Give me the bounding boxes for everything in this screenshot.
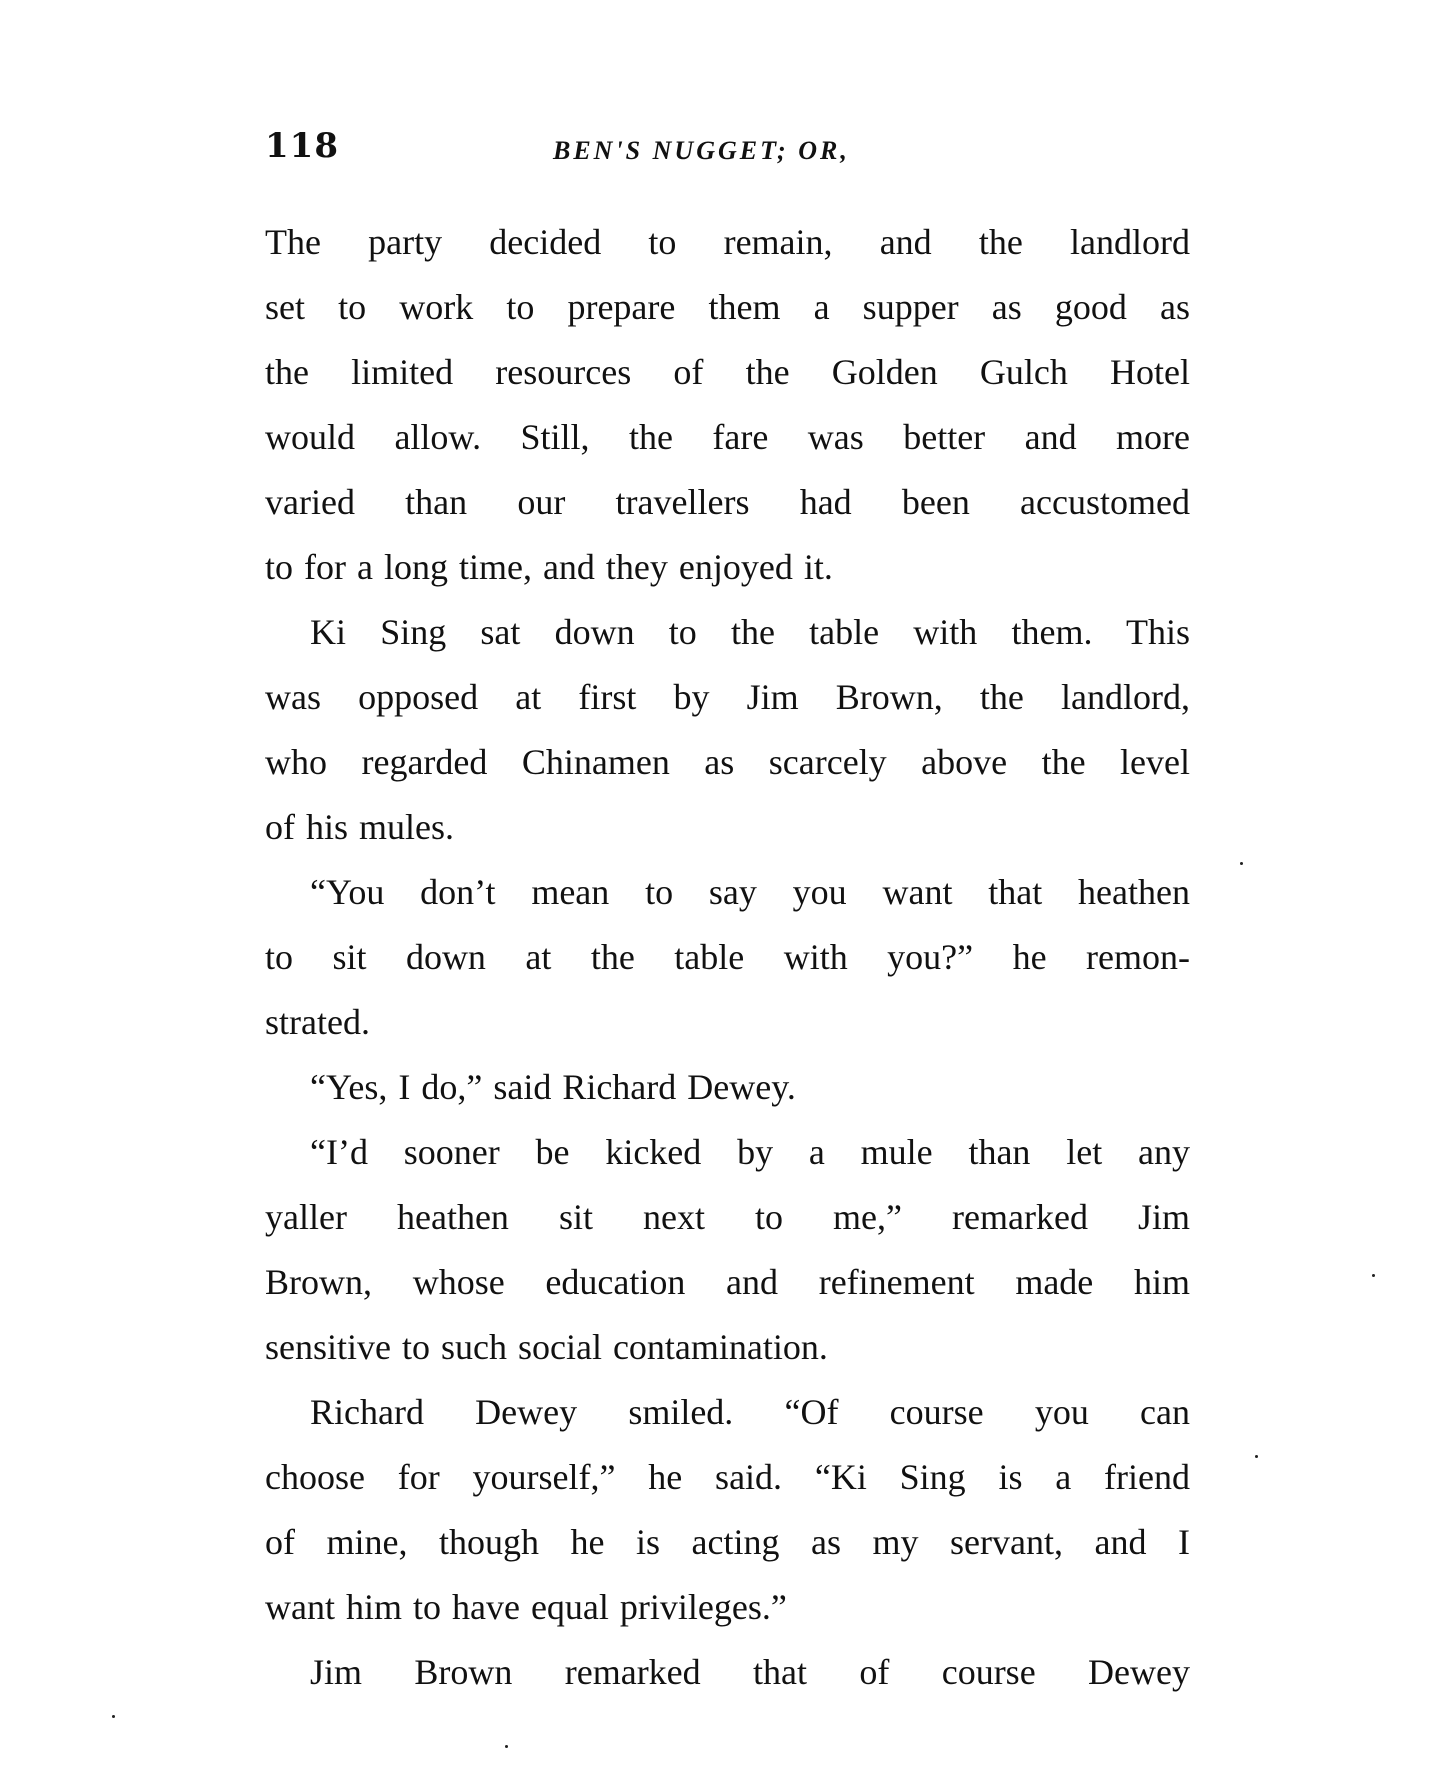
text-line: want him to have equal privileges.” (265, 1587, 787, 1627)
text-line: Jim Brown remarked that of course Dewey (310, 1652, 1190, 1692)
text-line: The party decided to remain, and the landlord (265, 222, 1190, 262)
running-head: BEN'S NUGGET; OR, (553, 136, 850, 165)
body-text (265, 210, 1190, 1705)
text-line: choose for yourself,” he said. “Ki Sing is a friend (265, 1457, 1190, 1497)
text-line: Brown, whose education and refinement made him (265, 1262, 1190, 1302)
text-line: “Yes, I do,” said Richard Dewey. (310, 1067, 796, 1107)
text-line: Ki Sing sat down to the table with them. This (310, 612, 1190, 652)
text-line: sensitive to such social contamination. (265, 1327, 828, 1367)
text-line: Richard Dewey smiled. “Of course you can (310, 1392, 1190, 1432)
scan-speck (1240, 862, 1243, 865)
scan-speck (112, 1715, 115, 1718)
text-line: to for a long time, and they enjoyed it. (265, 547, 833, 587)
text-line: to sit down at the table with you?” he remon- (265, 937, 1190, 977)
text-line: varied than our travellers had been accustomed (265, 482, 1190, 522)
scan-speck (1255, 1455, 1258, 1458)
text-line: strated. (265, 1002, 370, 1042)
page-number: 118 (265, 126, 339, 166)
text-line: the limited resources of the Golden Gulch Hotel (265, 352, 1190, 392)
text-line: “You don’t mean to say you want that heathen (310, 872, 1190, 912)
text-line: who regarded Chinamen as scarcely above the level (265, 742, 1190, 782)
text-line: “I’d sooner be kicked by a mule than let any (310, 1132, 1190, 1172)
scan-speck (1372, 1274, 1375, 1277)
text-line: yaller heathen sit next to me,” remarked Jim (265, 1197, 1190, 1237)
text-line: set to work to prepare them a supper as good as (265, 287, 1190, 327)
text-line: was opposed at first by Jim Brown, the landlord, (265, 677, 1190, 717)
text-line: of mine, though he is acting as my servant, and I (265, 1522, 1190, 1562)
page-header (265, 126, 1175, 176)
text-line: of his mules. (265, 807, 454, 847)
scan-speck (505, 1745, 508, 1748)
text-line: would allow. Still, the fare was better and more (265, 417, 1190, 457)
